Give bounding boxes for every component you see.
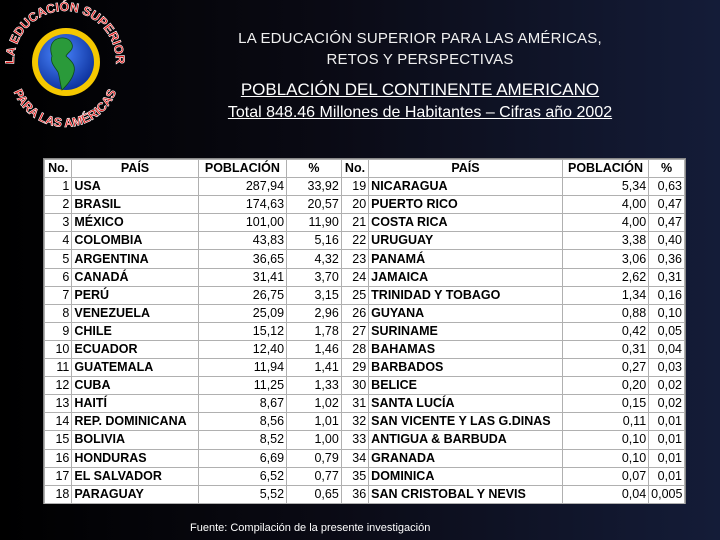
table-header-row <box>45 160 685 178</box>
header-poblacion-right: POBLACIÓN <box>562 160 648 178</box>
cell-right-no: 23 <box>341 250 368 268</box>
cell-right-pct: 0,04 <box>649 340 685 358</box>
cell-left-pais: EL SALVADOR <box>72 467 198 485</box>
table-row <box>45 304 685 322</box>
cell-left-no: 2 <box>45 196 72 214</box>
cell-right-poblacion: 0,15 <box>562 395 648 413</box>
cell-left-no: 5 <box>45 250 72 268</box>
cell-right-poblacion: 0,10 <box>562 431 648 449</box>
cell-right-pct: 0,47 <box>649 214 685 232</box>
table-row <box>45 178 685 196</box>
cell-left-pct: 1,00 <box>287 431 342 449</box>
cell-left-pct: 1,78 <box>287 322 342 340</box>
cell-right-pais: BARBADOS <box>369 359 563 377</box>
cell-right-pct: 0,01 <box>649 413 685 431</box>
cell-right-poblacion: 0,27 <box>562 359 648 377</box>
source-footnote: Fuente: Compilación de la presente investigación <box>190 522 431 534</box>
cell-right-pct: 0,005 <box>649 485 685 503</box>
cell-right-pais: SAN VICENTE Y LAS G.DINAS <box>369 413 563 431</box>
cell-left-pais: HAITÍ <box>72 395 198 413</box>
cell-right-no: 24 <box>341 268 368 286</box>
cell-left-poblacion: 5,52 <box>198 485 286 503</box>
cell-right-no: 31 <box>341 395 368 413</box>
cell-right-pct: 0,10 <box>649 304 685 322</box>
table-row <box>45 431 685 449</box>
cell-right-poblacion: 0,31 <box>562 340 648 358</box>
cell-right-poblacion: 2,62 <box>562 268 648 286</box>
cell-left-poblacion: 43,83 <box>198 232 286 250</box>
cell-right-pais: PUERTO RICO <box>369 196 563 214</box>
cell-right-pais: GUYANA <box>369 304 563 322</box>
cell-left-pct: 1,41 <box>287 359 342 377</box>
cell-right-pct: 0,01 <box>649 467 685 485</box>
cell-right-poblacion: 0,07 <box>562 467 648 485</box>
cell-right-pais: DOMINICA <box>369 467 563 485</box>
header-pct-left: % <box>287 160 342 178</box>
cell-left-pct: 1,02 <box>287 395 342 413</box>
cell-left-no: 11 <box>45 359 72 377</box>
table-row <box>45 196 685 214</box>
cell-left-poblacion: 11,94 <box>198 359 286 377</box>
cell-left-pct: 11,90 <box>287 214 342 232</box>
table-row <box>45 359 685 377</box>
cell-left-pais: VENEZUELA <box>72 304 198 322</box>
cell-left-no: 12 <box>45 377 72 395</box>
cell-left-pct: 1,46 <box>287 340 342 358</box>
cell-left-poblacion: 8,56 <box>198 413 286 431</box>
cell-left-pct: 0,65 <box>287 485 342 503</box>
cell-right-no: 27 <box>341 322 368 340</box>
cell-right-pais: COSTA RICA <box>369 214 563 232</box>
cell-left-no: 4 <box>45 232 72 250</box>
table-row <box>45 413 685 431</box>
cell-left-poblacion: 8,52 <box>198 431 286 449</box>
table-row <box>45 268 685 286</box>
cell-left-no: 10 <box>45 340 72 358</box>
cell-right-no: 25 <box>341 286 368 304</box>
header-pais-left: PAÍS <box>72 160 198 178</box>
cell-right-no: 35 <box>341 467 368 485</box>
cell-left-pais: GUATEMALA <box>72 359 198 377</box>
cell-right-pais: BELICE <box>369 377 563 395</box>
cell-left-poblacion: 36,65 <box>198 250 286 268</box>
cell-right-pct: 0,05 <box>649 322 685 340</box>
table-row <box>45 340 685 358</box>
cell-left-poblacion: 101,00 <box>198 214 286 232</box>
cell-right-pais: TRINIDAD Y TOBAGO <box>369 286 563 304</box>
cell-left-no: 8 <box>45 304 72 322</box>
cell-left-poblacion: 287,94 <box>198 178 286 196</box>
cell-left-pais: CANADÁ <box>72 268 198 286</box>
cell-right-pct: 0,03 <box>649 359 685 377</box>
cell-right-no: 28 <box>341 340 368 358</box>
cell-right-pais: ANTIGUA & BARBUDA <box>369 431 563 449</box>
population-table-container <box>43 158 686 504</box>
cell-left-poblacion: 6,69 <box>198 449 286 467</box>
cell-right-pct: 0,63 <box>649 178 685 196</box>
cell-right-poblacion: 1,34 <box>562 286 648 304</box>
population-table <box>44 159 685 504</box>
cell-left-poblacion: 12,40 <box>198 340 286 358</box>
title-line-1: LA EDUCACIÓN SUPERIOR PARA LAS AMÉRICAS, <box>238 30 602 47</box>
cell-left-pais: ARGENTINA <box>72 250 198 268</box>
cell-left-no: 7 <box>45 286 72 304</box>
cell-left-pct: 4,32 <box>287 250 342 268</box>
slide-subtitle: POBLACIÓN DEL CONTINENTE AMERICANO <box>240 80 600 99</box>
cell-right-pais: SANTA LUCÍA <box>369 395 563 413</box>
cell-right-poblacion: 0,11 <box>562 413 648 431</box>
cell-right-pct: 0,01 <box>649 449 685 467</box>
cell-left-pct: 3,15 <box>287 286 342 304</box>
cell-right-no: 19 <box>341 178 368 196</box>
table-row <box>45 214 685 232</box>
title-line-2: RETOS Y PERSPECTIVAS <box>326 51 514 68</box>
total-population-line: Total 848.46 Millones de Habitantes – Cifras año 2002 <box>227 104 613 121</box>
table-row <box>45 286 685 304</box>
table-row <box>45 485 685 503</box>
cell-right-poblacion: 0,88 <box>562 304 648 322</box>
cell-left-pais: BOLIVIA <box>72 431 198 449</box>
cell-right-pais: JAMAICA <box>369 268 563 286</box>
cell-right-poblacion: 0,04 <box>562 485 648 503</box>
cell-left-pct: 3,70 <box>287 268 342 286</box>
cell-right-pct: 0,02 <box>649 377 685 395</box>
cell-right-no: 22 <box>341 232 368 250</box>
cell-right-pais: SAN CRISTOBAL Y NEVIS <box>369 485 563 503</box>
cell-left-poblacion: 8,67 <box>198 395 286 413</box>
cell-right-poblacion: 0,10 <box>562 449 648 467</box>
cell-left-pais: CHILE <box>72 322 198 340</box>
header-pct-right: % <box>649 160 685 178</box>
cell-right-poblacion: 5,34 <box>562 178 648 196</box>
logo-text-bottom: PARA LAS AMÉRICAS <box>10 87 120 130</box>
cell-right-pais: PANAMÁ <box>369 250 563 268</box>
cell-left-poblacion: 25,09 <box>198 304 286 322</box>
cell-left-pct: 33,92 <box>287 178 342 196</box>
table-row <box>45 467 685 485</box>
cell-right-pais: BAHAMAS <box>369 340 563 358</box>
table-row <box>45 377 685 395</box>
cell-left-no: 14 <box>45 413 72 431</box>
cell-right-no: 21 <box>341 214 368 232</box>
cell-right-no: 36 <box>341 485 368 503</box>
cell-left-poblacion: 174,63 <box>198 196 286 214</box>
cell-left-poblacion: 26,75 <box>198 286 286 304</box>
cell-right-pais: SURINAME <box>369 322 563 340</box>
cell-left-no: 3 <box>45 214 72 232</box>
header-pais-right: PAÍS <box>369 160 563 178</box>
cell-right-pais: GRANADA <box>369 449 563 467</box>
cell-right-no: 30 <box>341 377 368 395</box>
cell-right-pct: 0,02 <box>649 395 685 413</box>
table-row <box>45 250 685 268</box>
cell-left-pais: HONDURAS <box>72 449 198 467</box>
cell-right-poblacion: 0,42 <box>562 322 648 340</box>
cell-left-no: 18 <box>45 485 72 503</box>
cell-left-pct: 2,96 <box>287 304 342 322</box>
cell-right-poblacion: 4,00 <box>562 196 648 214</box>
cell-right-pct: 0,31 <box>649 268 685 286</box>
cell-left-pais: USA <box>72 178 198 196</box>
cell-right-no: 29 <box>341 359 368 377</box>
cell-left-no: 17 <box>45 467 72 485</box>
header-poblacion-left: POBLACIÓN <box>198 160 286 178</box>
cell-right-poblacion: 0,20 <box>562 377 648 395</box>
cell-left-pais: COLOMBIA <box>72 232 198 250</box>
table-row <box>45 232 685 250</box>
cell-left-no: 15 <box>45 431 72 449</box>
table-row <box>45 322 685 340</box>
cell-right-no: 34 <box>341 449 368 467</box>
cell-right-pais: NICARAGUA <box>369 178 563 196</box>
cell-left-no: 1 <box>45 178 72 196</box>
table-row <box>45 449 685 467</box>
cell-right-pct: 0,01 <box>649 431 685 449</box>
cell-left-pais: MÉXICO <box>72 214 198 232</box>
header-no-right: No. <box>341 160 368 178</box>
cell-right-pct: 0,47 <box>649 196 685 214</box>
cell-right-pct: 0,36 <box>649 250 685 268</box>
cell-right-no: 33 <box>341 431 368 449</box>
cell-left-no: 13 <box>45 395 72 413</box>
cell-left-no: 16 <box>45 449 72 467</box>
cell-right-no: 20 <box>341 196 368 214</box>
cell-left-pct: 5,16 <box>287 232 342 250</box>
cell-right-pct: 0,40 <box>649 232 685 250</box>
cell-right-pct: 0,16 <box>649 286 685 304</box>
cell-right-poblacion: 4,00 <box>562 214 648 232</box>
cell-right-no: 26 <box>341 304 368 322</box>
cell-left-pct: 1,01 <box>287 413 342 431</box>
cell-left-poblacion: 6,52 <box>198 467 286 485</box>
cell-left-poblacion: 31,41 <box>198 268 286 286</box>
cell-left-pct: 1,33 <box>287 377 342 395</box>
logo-text-top: LA EDUCACIÓN SUPERIOR <box>2 0 128 65</box>
cell-right-poblacion: 3,06 <box>562 250 648 268</box>
cell-left-poblacion: 11,25 <box>198 377 286 395</box>
cell-left-pct: 0,79 <box>287 449 342 467</box>
cell-left-pais: BRASIL <box>72 196 198 214</box>
cell-left-pais: ECUADOR <box>72 340 198 358</box>
cell-left-pct: 20,57 <box>287 196 342 214</box>
cell-left-pais: PERÚ <box>72 286 198 304</box>
header-no-left: No. <box>45 160 72 178</box>
table-row <box>45 395 685 413</box>
cell-left-poblacion: 15,12 <box>198 322 286 340</box>
cell-right-poblacion: 3,38 <box>562 232 648 250</box>
cell-left-pais: PARAGUAY <box>72 485 198 503</box>
cell-right-no: 32 <box>341 413 368 431</box>
logo-seal <box>0 0 130 130</box>
cell-left-no: 9 <box>45 322 72 340</box>
cell-left-pct: 0,77 <box>287 467 342 485</box>
cell-right-pais: URUGUAY <box>369 232 563 250</box>
cell-left-no: 6 <box>45 268 72 286</box>
cell-left-pais: REP. DOMINICANA <box>72 413 198 431</box>
cell-left-pais: CUBA <box>72 377 198 395</box>
